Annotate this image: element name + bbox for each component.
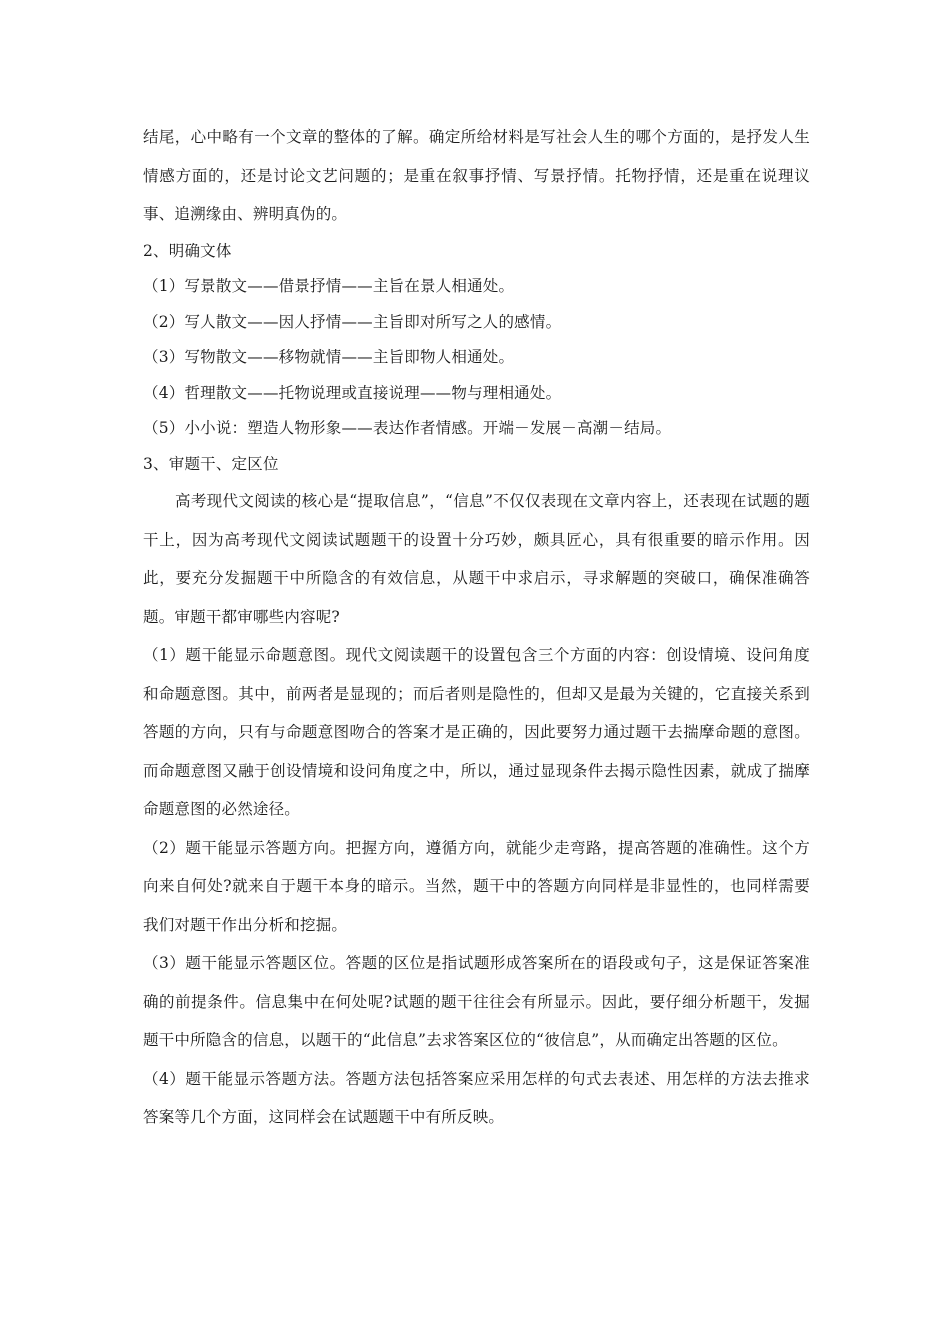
- stem-point-method: （4）题干能显示答题方法。答题方法包括答案应采用怎样的句式去表述、用怎样的方法去推求答案等几个方面，这同样会在试题题干中有所反映。: [143, 1069, 810, 1126]
- genre-item-landscape: （1）写景散文——借景抒情——主旨在景人相通处。: [143, 277, 515, 295]
- stem-point-intent: （1）题干能显示命题意图。现代文阅读题干的设置包含三个方面的内容：创设情境、设问角度和命题意图。其中，前两者是显现的；而后者则是隐性的，但却又是最为关键的，它直接关系到答题的方向，只有与命题意图吻合的答案才是正确的，因此要努力通过题干去揣摩命题的意图。而命题意图又融于创设情境和设问角度之中，所以，通过显现条件去揭示隐性因素，就成了揣摩命题意图的必然途径。: [143, 646, 810, 818]
- genre-item-person: （2）写人散文——因人抒情——主旨即对所写之人的感情。: [143, 312, 562, 331]
- document-body: [143, 118, 810, 1137]
- genre-item-object: （3）写物散文——移物就情——主旨即物人相通处。: [143, 348, 515, 366]
- intro-paragraph: 结尾，心中略有一个文章的整体的了解。确定所给材料是写社会人生的哪个方面的，是抒发人生情感方面的，还是讨论文艺问题的；是重在叙事抒情、写景抒情。托物抒情，还是重在说理议事、追溯缘由、辨明真伪的。: [143, 128, 810, 223]
- stem-point-location: （3）题干能显示答题区位。答题的区位是指试题形成答案所在的语段或句子，这是保证答案准确的前提条件。信息集中在何处呢?试题的题干往往会有所显示。因此，要仔细分析题干，发掘题干中所隐含的信息，以题干的“此信息”去求答案区位的“彼信息”，从而确定出答题的区位。: [143, 954, 810, 1049]
- core-paragraph: 高考现代文阅读的核心是“提取信息”，“信息”不仅仅表现在文章内容上，还表现在试题的题干上，因为高考现代文阅读试题题干的设置十分巧妙，颇具匠心，具有很重要的暗示作用。因此，要充分发掘题干中所隐含的有效信息，从题干中求启示，寻求解题的突破口，确保准确答题。审题干都审哪些内容呢?: [143, 492, 810, 626]
- stem-point-direction: （2）题干能显示答题方向。把握方向，遵循方向，就能少走弯路，提高答题的准确性。这个方向来自何处?就来自于题干本身的暗示。当然，题干中的答题方向同样是非显性的，也同样需要我们对题干作出分析和挖掘。: [143, 838, 810, 934]
- genre-item-short-story: （5）小小说：塑造人物形象——表达作者情感。开端－发展－高潮－结局。: [143, 419, 672, 437]
- section-heading-genre: 2、明确文体: [143, 241, 232, 260]
- section-heading-question-stem: 3、审题干、定区位: [143, 454, 279, 473]
- genre-item-philosophy: （4）哲理散文——托物说理或直接说理——物与理相通处。: [143, 383, 562, 402]
